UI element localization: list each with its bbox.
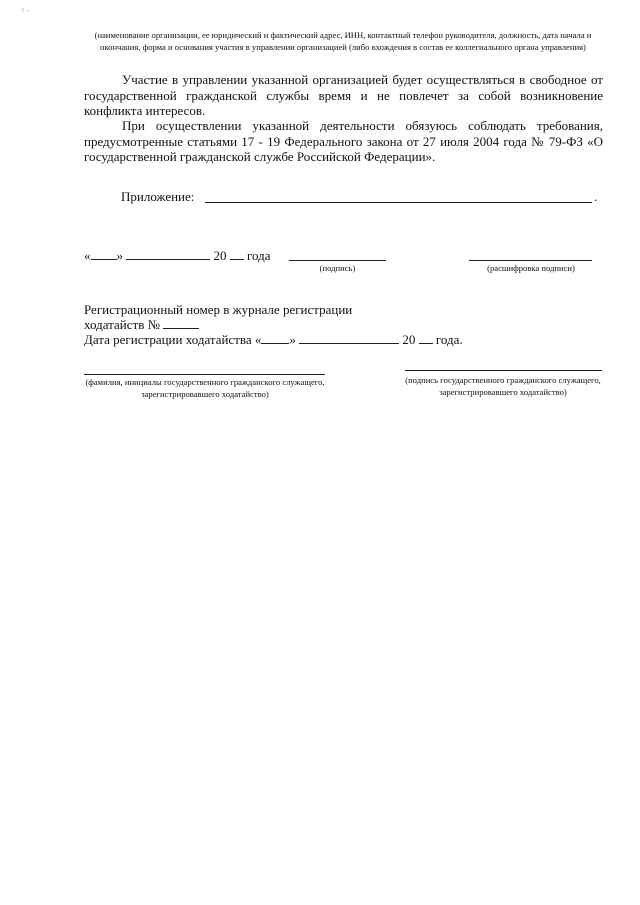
reg-day-field[interactable] [261,332,289,344]
participation-paragraph: Участие в управлении указанной организацией будет осуществляться в свободное от государственной гражданской службы время и не повлечет за собой возникновение конфликта интересов. [84,72,603,118]
organization-caption: (наименование организации, ее юридический и фактический адрес, ИНН, контактный телефон руководителя, должность, дата начала и окончания, форма и основания участия в управлении организацией (либо вхождения в состав ее коллегиального органа управления) [94,30,592,52]
registration-number-field[interactable] [163,317,199,329]
registrar-signature-field[interactable] [405,370,602,371]
signature-field[interactable] [289,260,386,261]
date-row [84,248,271,263]
day-field[interactable] [91,248,117,260]
reg-month-field[interactable] [299,332,399,344]
registration-number-label: ходатайств № [84,317,160,332]
year-field[interactable] [230,248,244,260]
attachment-field[interactable] [205,202,592,203]
reg-close-quote: » [289,332,296,347]
attachment-label: Приложение: [121,189,195,204]
year-suffix: года [247,248,271,263]
date-open-quote: « [84,248,91,263]
reg-year-field[interactable] [419,332,433,344]
registration-line2 [84,317,199,332]
reg-year-prefix: 20 [402,332,416,347]
decoding-field[interactable] [469,260,592,261]
reg-year-suffix: года. [435,332,463,347]
signature-caption: (подпись) [319,263,356,273]
registrar-name-caption: (фамилия, инициалы государственного гражданского служащего, зарегистрировавшего ходатайство) [85,377,325,399]
date-close-quote: » [116,248,123,263]
registrar-name-field[interactable] [84,374,325,375]
month-field[interactable] [126,248,210,260]
decoding-caption: (расшифровка подписи) [487,263,575,273]
registration-line1: Регистрационный номер в журнале регистрации [84,302,353,317]
obligation-paragraph: При осуществлении указанной деятельности обязуюсь соблюдать требования, предусмотренные статьями 17 - 19 Федерального закона от 27 июля 2004 года № 79-ФЗ «О государственной гражданской службе Российской Федерации». [84,118,603,164]
registration-date-label: Дата регистрации ходатайства [84,332,252,347]
reg-open-quote: « [254,332,262,347]
scan-mark: ᶠ · [22,6,30,16]
registrar-signature-caption: (подпись государственного гражданского служащего, зарегистрировавшего ходатайство) [405,375,601,397]
year-prefix: 20 [213,248,227,263]
registration-date-row [84,332,463,347]
attachment-end: . [594,189,598,204]
